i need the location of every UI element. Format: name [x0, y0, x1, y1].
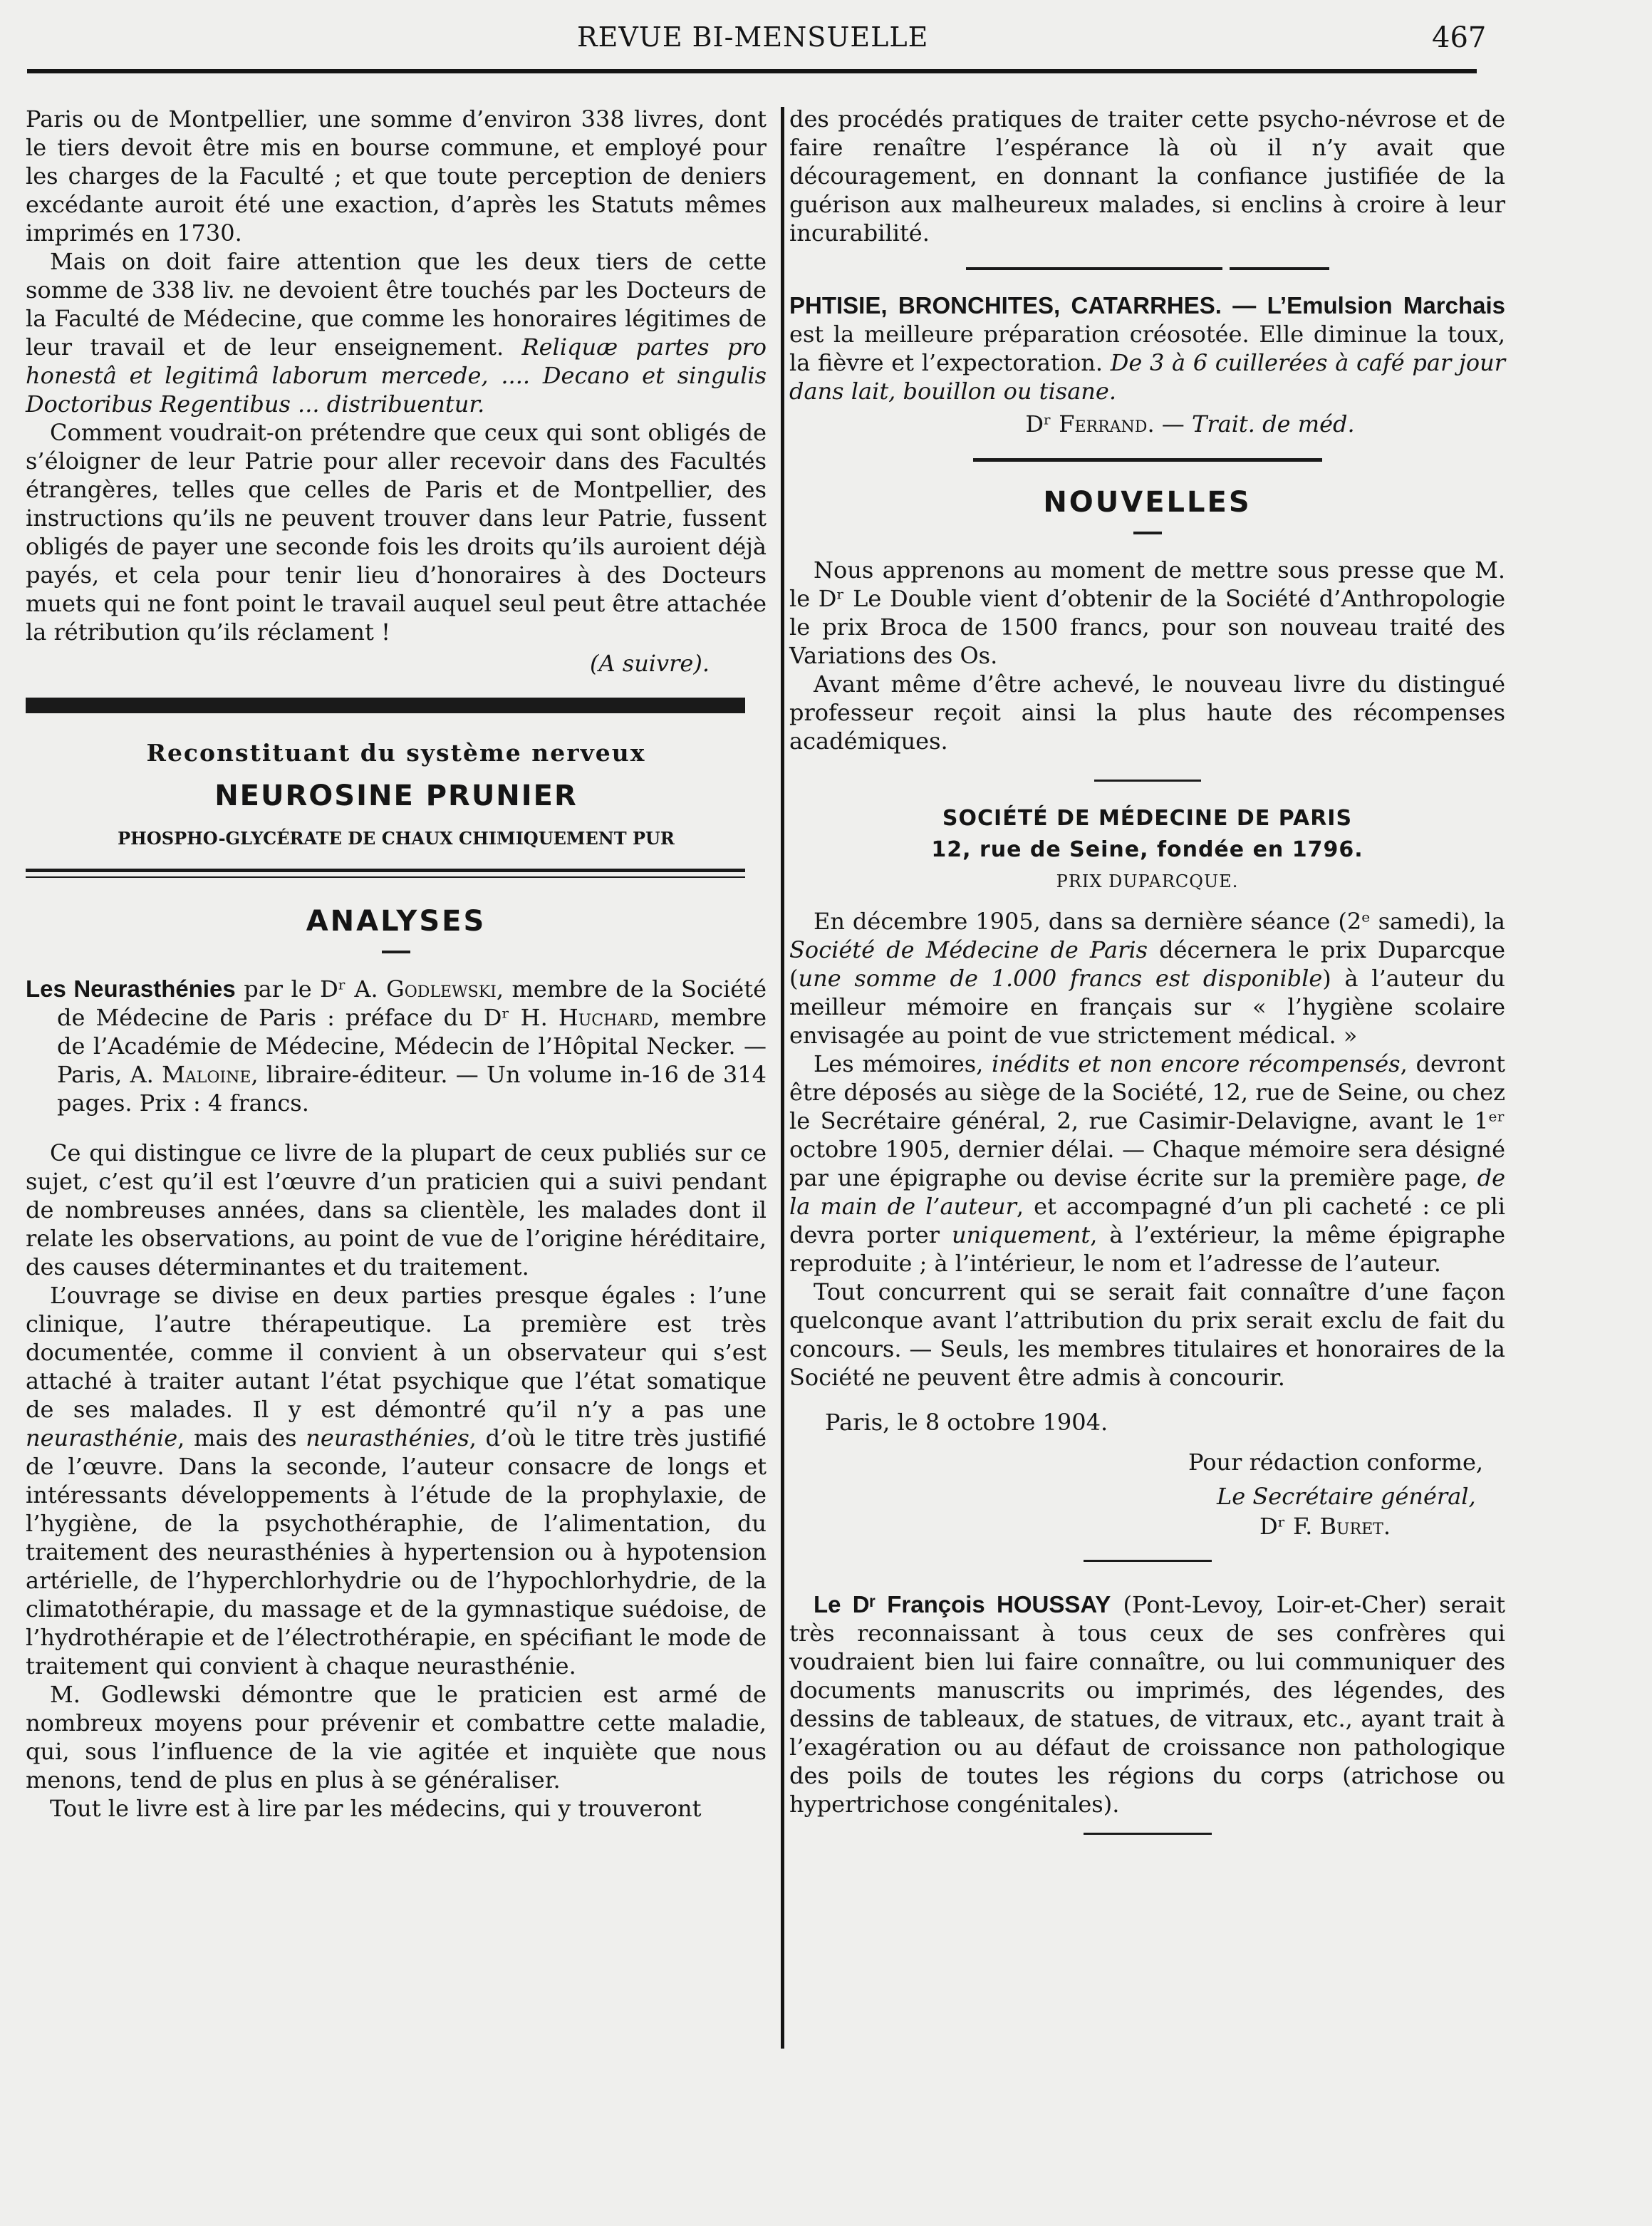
advert-headline: Reconstituant du système nerveux — [146, 739, 646, 767]
societe-title: SOCIÉTÉ DE MÉDECINE DE PARIS — [942, 806, 1353, 831]
societe-date: Paris, le 8 octobre 1904. — [825, 1409, 1108, 1436]
nouvelles-paragraph-1: Nous apprenons au moment de mettre sous presse que M. le Dʳ Le Double vient d’obtenir de la Société d’Anthropologie le prix Broca de 1500 francs, pour son nouveau traité des Variations des Os. — [789, 556, 1505, 669]
analyses-paragraph-3: M. Godlewski démontre que le praticien est armé de nombreux moyens pour prévenir et combattre cette maladie, qui, sous l’influence de la vie agitée et inquiète que nous menons, tend de plus en plus à se généraliser. — [26, 1681, 767, 1793]
analyses-section — [26, 905, 767, 1823]
analyses-paragraph-2: L’ouvrage se divise en deux parties presque égales : l’une clinique, l’autre thérapeutique. La première est très documentée, comme il convient à un observateur qui s’est attaché à traiter autant l’état psychique que l’état somatique de ses malades. Il y est démontré qu’il n’y a pas une neurasthénie, mais des neurasthénies, d’où le titre très justifié de l’œuvre. Dans la seconde, l’auteur consacre de longs et intéressants développements à l’étude de la prophylaxie, de l’hygiène, de la psychothéraphie, de l’alimentation, du traitement des neurasthénies à hypertension ou à hypotension artérielle, de l’hyperchlorhydrie ou de l’hypochlorhydrie, de la climatothérapie, du massage et de la gymnastique suédoise, de l’hydrothérapie et de l’électrothérapie, en spécifiant le mode de traitement qui convient à chaque neurasthénie. — [26, 1282, 767, 1679]
advert-subline: PHOSPHO-GLYCÉRATE DE CHAUX CHIMIQUEMENT PUR — [118, 828, 675, 849]
phtisie-source: Dʳ Ferrand. — Trait. de méd. — [1025, 410, 1355, 438]
societe-section — [789, 803, 1505, 1541]
houssay-notice: Le Dʳ François HOUSSAY (Pont-Levoy, Loir-et-Cher) serait très reconnaissant à tous ceux de ses confrères qui voudraient bien lui faire connaître, ou lui communiquer des documents manuscrits ou imprimés, des légendes, des dessins de tableaux, de statues, de vitraux, etc., ayant trait à l’exagération ou au défaut de croissance non pathologique des poils de toutes les régions du corps (atrichose ou hypertrichose congénitales). — [789, 1591, 1506, 1818]
analyses-title: ANALYSES — [306, 905, 487, 938]
divider-short — [1084, 1560, 1212, 1562]
societe-paragraph-1: En décembre 1905, dans sa dernière séance (2ᵉ samedi), la Société de Médecine de Paris décernera le prix Duparcque (une somme de 1.000 francs est disponible) à l’auteur du meilleur mémoire en français sur « l’hygiène scolaire envisagée au point de vue strictement médical. » — [789, 908, 1506, 1049]
paragraph-patrie: Comment voudrait-on prétendre que ceux qui sont obligés de s’éloigner de leur Patrie pour aller recevoir dans des Facultés étrangères, telles que celles de Paris et de Montpellier, des instructions qu’ils ne peuvent trouver dans leur Patrie, fussent obligés de payer une seconde fois les droits qu’ils auroient déjà payés, et cela pour tenir lieu d’honoraires à des Docteurs muets qui ne font point le travail auquel seul peut être attachée la rétribution qu’ils réclament ! — [26, 419, 767, 646]
analyses-paragraph-4: Tout le livre est à lire par les médecins, qui y trouveront — [50, 1795, 702, 1822]
neurosine-advert — [26, 739, 767, 849]
societe-address: 12, rue de Seine, fondée en 1796. — [931, 837, 1363, 862]
divider-short — [1094, 780, 1201, 782]
societe-role: Le Secrétaire général, — [1217, 1483, 1476, 1510]
continuation-paragraph-right: des procédés pratiques de traiter cette psycho-névrose et de faire renaître l’espérance là où il n’y avait que découragement, en donnant la confiance justifiée de la guérison aux malheureux malades, si enclins à croire à leur incurabilité. — [789, 105, 1505, 247]
societe-paragraph-2: Les mémoires, inédits et non encore récompensés, devront être déposés au siège de la Société, 12, rue de Seine, ou chez le Secrétaire général, 2, rue Casimir-Delavigne, avant le 1ᵉʳ octobre 1905, dernier délai. — Chaque mémoire sera désigné par une épigraphe ou devise écrite sur la première page, de la main de l’auteur, et accompagné d’un pli cacheté : ce pli devra porter uniquement, à l’extérieur, la même épigraphe reproduite ; à l’intérieur, le nom et l’adresse de l’auteur. — [789, 1050, 1506, 1277]
column-divider — [781, 107, 784, 2049]
societe-signatory: Dʳ F. Buret. — [1259, 1513, 1391, 1540]
header-rule — [27, 69, 1477, 73]
phtisie-text: PHTISIE, BRONCHITES, CATARRHES. — L’Emulsion Marchais est la meilleure préparation créosotée. Elle diminue la toux, la fièvre et l’expectoration. De 3 à 6 cuillerées à café par jour dans lait, bouillon ou tisane. — [789, 292, 1506, 405]
nouvelles-title: NOUVELLES — [1043, 486, 1252, 519]
analyses-paragraph-1: Ce qui distingue ce livre de la plupart de ceux publiés sur ce sujet, c’est qu’il est l’œuvre d’un praticien qui a suivi pendant de nombreuses années, dans sa clientèle, les malades dont il relate les observations, au point de vue de l’origine héréditaire, des causes déterminantes et du traitement. — [26, 1139, 767, 1280]
running-title: REVUE BI-MENSUELLE — [577, 21, 929, 53]
title-dash — [1133, 532, 1162, 534]
nouvelles-section — [789, 486, 1505, 755]
left-column — [26, 105, 767, 1823]
page-number: 467 — [1432, 21, 1487, 54]
section-divider-double — [26, 869, 767, 878]
to-be-continued: (A suivre). — [590, 650, 710, 677]
divider-long — [973, 458, 1322, 462]
paragraph-honoraires: Mais on doit faire attention que les deux tiers de cette somme de 338 liv. ne devoient être touchés par les Docteurs de la Faculté de Médecine, que comme les honoraires légitimes de leur travail et de leur enseignement. Reliquæ partes pro honestâ et legitimâ laborum mercede, .... Decano et singulis Doctoribus Regentibus ... distribuentur. — [26, 248, 767, 418]
prize-name: PRIX DUPARCQUE. — [1056, 871, 1239, 891]
continuation-paragraph: Paris ou de Montpellier, une somme d’environ 338 livres, dont le tiers devoit être mis en bourse commune, et employé pour les charges de la Faculté ; et que toute perception de deniers excédante auroit été une exaction, d’après les Statuts mêmes imprimés en 1730. — [26, 105, 767, 247]
divider-twin — [789, 267, 1505, 270]
divider-end — [1084, 1833, 1212, 1835]
title-dash — [382, 951, 410, 953]
right-column — [789, 105, 1505, 1849]
societe-paragraph-3: Tout concurrent qui se serait fait connaître d’une façon quelconque avant l’attribution du prix serait exclu de fait du concours. — Seuls, les membres titulaires et honoraires de la Société ne peuvent être admis à concourir. — [789, 1278, 1505, 1391]
societe-conform: Pour rédaction conforme, — [1188, 1449, 1484, 1476]
phtisie-notice — [789, 291, 1505, 438]
book-reference: Les Neurasthénies par le Dʳ A. Godlewski, membre de la Société de Médecine de Paris : préface du Dʳ H. Huchard, membre de l’Académie de Médecine, Médecin de l’Hôpital Necker. — Paris, A. Maloine, libraire-éditeur. — Un volume in-16 de 314 pages. Prix : 4 francs. — [26, 975, 767, 1117]
section-divider-bar — [26, 698, 745, 713]
nouvelles-paragraph-2: Avant même d’être achevé, le nouveau livre du distingué professeur reçoit ainsi la plus haute des récompenses académiques. — [789, 671, 1505, 755]
latin-quote: Reliquæ partes pro honestâ et legitimâ laborum mercede, .... Decano et singulis Doctoribus Regentibus ... distribuentur. — [26, 333, 767, 418]
advert-product: NEUROSINE PRUNIER — [214, 780, 578, 812]
